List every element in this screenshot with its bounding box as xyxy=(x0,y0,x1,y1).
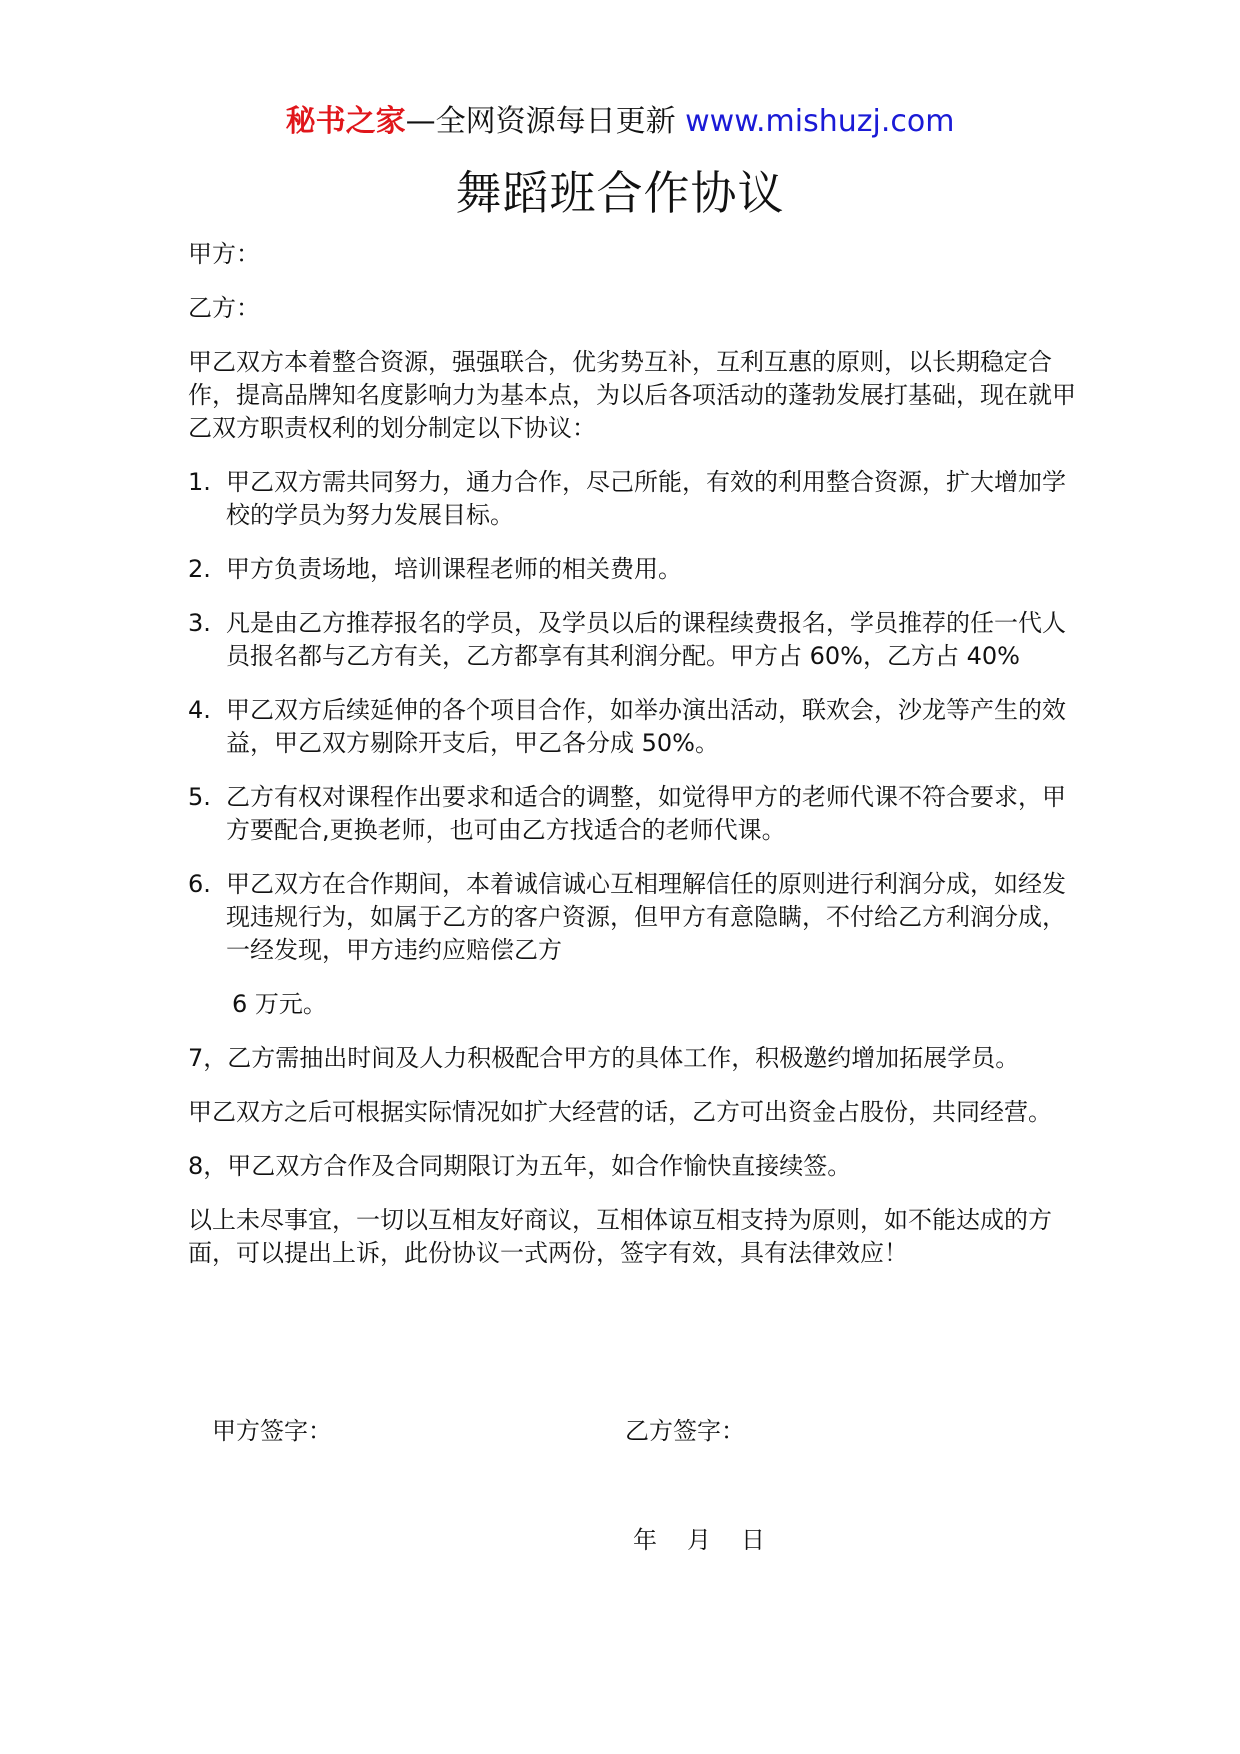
intro-paragraph: 甲乙双方本着整合资源，强强联合，优劣势互补，互利互惠的原则，以长期稳定合作，提高品牌知名度影响力为基本点，为以后各项活动的蓬勃发展打基础，现在就甲乙双方职责权利的划分制定以下协议： xyxy=(188,348,1076,442)
clause-text: 甲乙双方需共同努力，通力合作，尽己所能，有效的利用整合资源，扩大增加学校的学员为努力发展目标。 xyxy=(226,468,1066,529)
clause-text: 甲方负责场地，培训课程老师的相关费用。 xyxy=(226,555,682,583)
clause-text: 甲乙双方后续延伸的各个项目合作，如举办演出活动，联欢会，沙龙等产生的效益，甲乙双方剔除开支后，甲乙各分成 50%。 xyxy=(226,696,1066,757)
clause-item xyxy=(188,607,1078,673)
clause-7: 7，乙方需抽出时间及人力积极配合甲方的具体工作，积极邀约增加拓展学员。 xyxy=(188,1044,1020,1072)
brand-name: 秘书之家 xyxy=(285,104,406,139)
party-b-signature-label: 乙方签字： xyxy=(625,1417,745,1445)
clause-number: 4. xyxy=(188,696,211,724)
clause-item xyxy=(188,466,1078,532)
clause-item xyxy=(188,868,1078,967)
clause-text: 凡是由乙方推荐报名的学员，及学员以后的课程续费报名，学员推荐的任一代人员报名都与乙方有关，乙方都享有其利润分配。甲方占 60%，乙方占 40% xyxy=(226,609,1066,670)
header-slogan: —全网资源每日更新 xyxy=(405,104,676,139)
date-year: 年 xyxy=(633,1526,657,1554)
clause-item xyxy=(188,694,1078,760)
closing-paragraph: 以上未尽事宜，一切以互相友好商议，互相体谅互相支持为原则，如不能达成的方面，可以提出上诉，此份协议一式两份，签字有效，具有法律效应！ xyxy=(188,1206,1052,1267)
document-body xyxy=(188,238,1078,1291)
clause-number: 3. xyxy=(188,609,211,637)
clause-text: 甲乙双方在合作期间，本着诚信诚心互相理解信任的原则进行利润分成，如经发现违规行为，如属于乙方的客户资源，但甲方有意隐瞒，不付给乙方利润分成，一经发现，甲方违约应赔偿乙方 xyxy=(226,870,1066,964)
party-a-signature-label: 甲方签字： xyxy=(212,1417,332,1445)
clause-number: 5. xyxy=(188,783,211,811)
clause-number: 2. xyxy=(188,555,211,583)
document-title: 舞蹈班合作协议 xyxy=(455,166,785,220)
clause-number: 6. xyxy=(188,870,211,898)
clause-text: 乙方有权对课程作出要求和适合的调整，如觉得甲方的老师代课不符合要求，甲方要配合,更换老师，也可由乙方找适合的老师代课。 xyxy=(226,783,1066,844)
expansion-paragraph: 甲乙双方之后可根据实际情况如扩大经营的话，乙方可出资金占股份，共同经营。 xyxy=(188,1098,1052,1126)
party-b-label: 乙方： xyxy=(188,294,260,322)
clause-item xyxy=(188,553,1078,586)
clause-number: 1. xyxy=(188,468,211,496)
clause-item xyxy=(188,781,1078,847)
clause-8: 8，甲乙双方合作及合同期限订为五年，如合作愉快直接续签。 xyxy=(188,1152,852,1180)
date-day: 日 xyxy=(741,1526,765,1554)
site-url[interactable]: www.mishuzj.com xyxy=(685,104,955,139)
date-month: 月 xyxy=(687,1526,711,1554)
party-a-label: 甲方： xyxy=(188,240,260,268)
site-header xyxy=(0,102,1240,142)
date-line xyxy=(633,1524,765,1557)
clause-6-amount: 6 万元。 xyxy=(232,990,327,1018)
